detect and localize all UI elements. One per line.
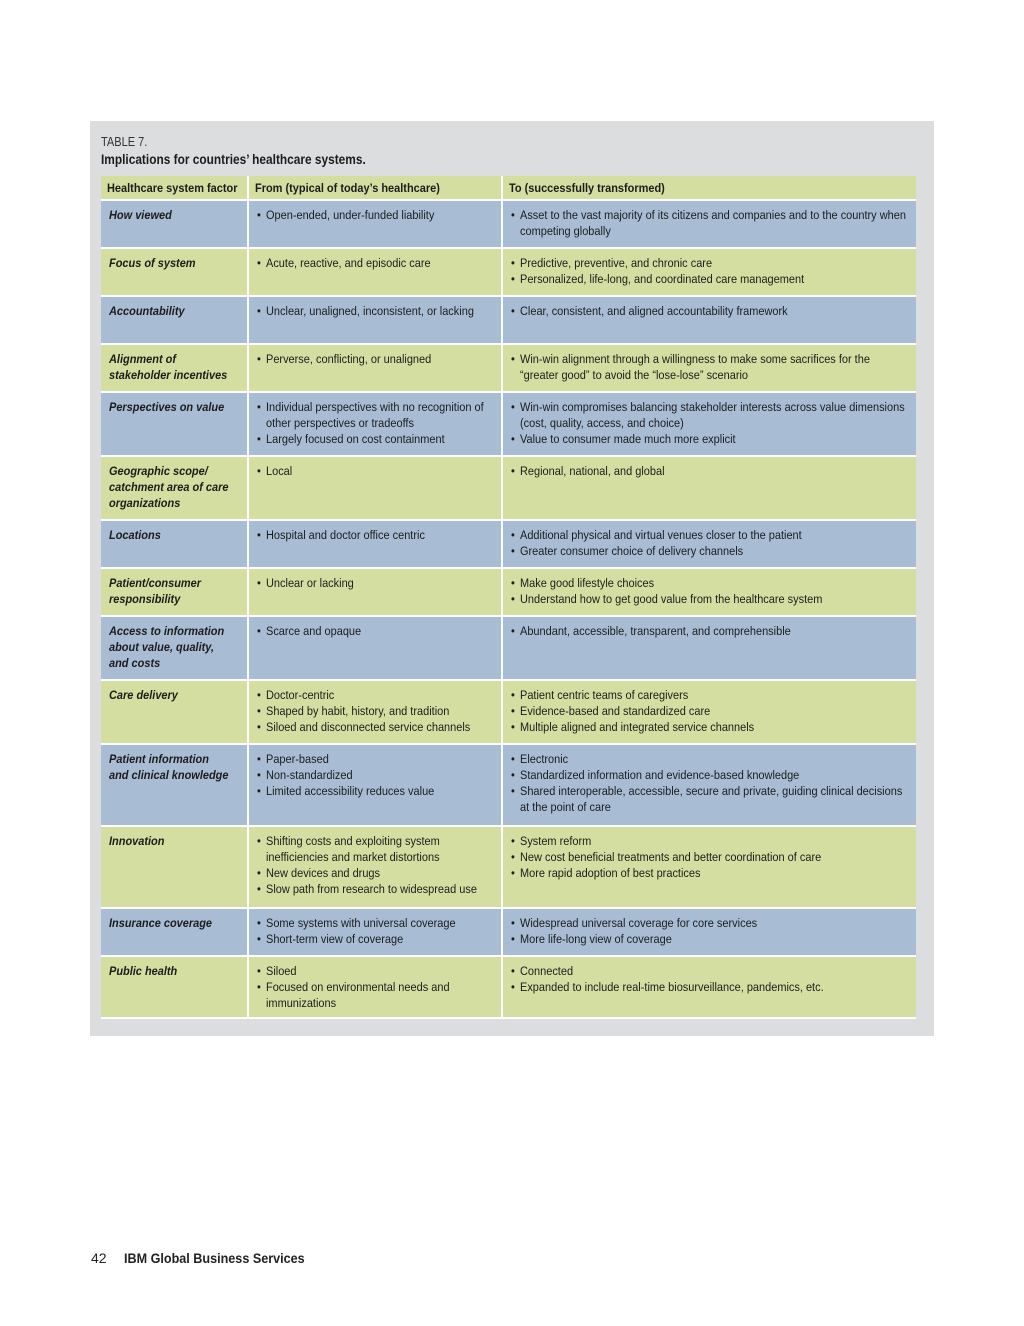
factor-line: organizations [109,496,181,510]
factor-line: Insurance coverage [109,916,213,930]
factor-cell [101,457,249,519]
bullet-item: • Shared interoperable, accessible, secure and private, guiding clinical decisions at the point of care [511,783,910,815]
factor-cell [101,569,249,615]
from-cell [249,745,503,825]
bullet-item: • Shifting costs and exploiting system inefficiencies and market distortions [257,833,495,865]
bullet-item: • Greater consumer choice of delivery channels [511,543,910,559]
table-row [101,249,916,297]
table-row [101,457,916,521]
table-header-row [101,176,916,201]
factor-line: Care delivery [109,688,178,702]
bullet-item: • Non-standardized [257,767,495,783]
to-cell [503,345,916,391]
from-cell [249,617,503,679]
from-cell [249,957,503,1017]
bullet-item: • New devices and drugs [257,865,495,881]
to-cell [503,617,916,679]
table-title: Implications for countries’ healthcare systems. [101,152,366,167]
bullet-item: • Standardized information and evidence-based knowledge [511,767,910,783]
from-cell [249,201,503,247]
factor-line: about value, quality, [109,640,215,654]
table-body [101,201,916,1019]
to-cell [503,827,916,907]
table-row [101,957,916,1019]
from-cell [249,457,503,519]
bullet-item: • Personalized, life-long, and coordinated care management [511,271,910,287]
factor-cell [101,681,249,743]
header-to: To (successfully transformed) [509,181,665,195]
factor-cell [101,617,249,679]
bullet-item: • Individual perspectives with no recognition of other perspectives or tradeoffs [257,399,495,431]
factor-line: Accountability [109,304,185,318]
factor-line: responsibility [109,592,181,606]
bullet-item: • Patient centric teams of caregivers [511,687,910,703]
factor-line: Access to information [109,624,225,638]
bullet-item: • Asset to the vast majority of its citizens and companies and to the country when competing globally [511,207,910,239]
factor-line: catchment area of care [109,480,229,494]
factor-line: and costs [109,656,161,670]
factor-line: Locations [109,528,161,542]
factor-cell [101,297,249,343]
bullet-item: • Widespread universal coverage for core services [511,915,910,931]
factor-line: Patient information [109,752,209,766]
bullet-item: • Siloed and disconnected service channels [257,719,495,735]
bullet-item: • More rapid adoption of best practices [511,865,910,881]
to-cell [503,909,916,955]
factor-cell [101,827,249,907]
factor-cell [101,909,249,955]
factor-line: Focus of system [109,256,196,270]
factor-cell [101,345,249,391]
table-row [101,909,916,957]
table-row [101,745,916,827]
bullet-item: • Regional, national, and global [511,463,910,479]
table-row [101,297,916,345]
bullet-item: • Clear, consistent, and aligned accountability framework [511,303,910,319]
bullet-item: • Slow path from research to widespread use [257,881,495,897]
bullet-item: • Doctor-centric [257,687,495,703]
bullet-item: • Some systems with universal coverage [257,915,495,931]
bullet-item: • Focused on environmental needs and immunizations [257,979,495,1011]
factor-cell [101,249,249,295]
to-cell [503,745,916,825]
header-factor: Healthcare system factor [101,176,249,199]
bullet-item: • Unclear or lacking [257,575,495,591]
table-row [101,521,916,569]
from-cell [249,569,503,615]
bullet-item: • Expanded to include real-time biosurveillance, pandemics, etc. [511,979,910,995]
header-from: From (typical of today’s healthcare) [249,176,503,199]
factor-line: Geographic scope/ [109,464,208,478]
table-row [101,617,916,681]
to-cell [503,457,916,519]
bullet-item: • Win-win alignment through a willingness to make some sacrifices for the “greater good” to avoid the “lose-lose” scenario [511,351,910,383]
bullet-item: • Win-win compromises balancing stakeholder interests across value dimensions (cost, quality, access, and choice) [511,399,910,431]
to-cell [503,681,916,743]
bullet-item: • Evidence-based and standardized care [511,703,910,719]
to-cell [503,569,916,615]
bullet-item: • Value to consumer made much more explicit [511,431,910,447]
bullet-item: • Predictive, preventive, and chronic care [511,255,910,271]
bullet-item: • Paper-based [257,751,495,767]
from-cell [249,345,503,391]
bullet-item: • Open-ended, under-funded liability [257,207,495,223]
bullet-item: • Understand how to get good value from the healthcare system [511,591,910,607]
factor-line: Perspectives on value [109,400,225,414]
factor-line: stakeholder incentives [109,368,228,382]
implications-table [101,176,916,1019]
bullet-item: • Electronic [511,751,910,767]
from-cell [249,393,503,455]
table-row [101,681,916,745]
table-row [101,345,916,393]
footer-publisher: IBM Global Business Services [124,1250,305,1266]
to-cell [503,957,916,1017]
bullet-item: • Perverse, conflicting, or unaligned [257,351,495,367]
table-label: TABLE 7. [101,135,148,149]
from-cell [249,909,503,955]
bullet-item: • New cost beneficial treatments and better coordination of care [511,849,910,865]
factor-line: Alignment of [109,352,177,366]
bullet-item: • Local [257,463,495,479]
factor-line: Innovation [109,834,165,848]
bullet-item: • Hospital and doctor office centric [257,527,495,543]
from-cell [249,521,503,567]
bullet-item: • More life-long view of coverage [511,931,910,947]
bullet-item: • Multiple aligned and integrated service channels [511,719,910,735]
bullet-item: • Connected [511,963,910,979]
table-row [101,569,916,617]
bullet-item: • Scarce and opaque [257,623,495,639]
factor-cell [101,957,249,1017]
to-cell [503,393,916,455]
factor-cell [101,521,249,567]
table-row [101,827,916,909]
bullet-item: • Acute, reactive, and episodic care [257,255,495,271]
to-cell [503,297,916,343]
bullet-item: • Limited accessibility reduces value [257,783,495,799]
bullet-item: • System reform [511,833,910,849]
from-cell [249,249,503,295]
factor-cell [101,745,249,825]
factor-cell [101,201,249,247]
bullet-item: • Unclear, unaligned, inconsistent, or lacking [257,303,495,319]
page-number: 42 [91,1250,107,1266]
bullet-item: • Shaped by habit, history, and tradition [257,703,495,719]
bullet-item: • Largely focused on cost containment [257,431,495,447]
factor-line: How viewed [109,208,172,222]
factor-cell [101,393,249,455]
bullet-item: • Additional physical and virtual venues closer to the patient [511,527,910,543]
to-cell [503,521,916,567]
from-cell [249,681,503,743]
factor-line: Patient/consumer [109,576,202,590]
bullet-item: • Abundant, accessible, transparent, and comprehensible [511,623,910,639]
from-cell [249,827,503,907]
table-row [101,201,916,249]
bullet-item: • Make good lifestyle choices [511,575,910,591]
to-cell [503,201,916,247]
table-row [101,393,916,457]
factor-line: and clinical knowledge [109,768,229,782]
from-cell [249,297,503,343]
bullet-item: • Siloed [257,963,495,979]
factor-line: Public health [109,964,178,978]
bullet-item: • Short-term view of coverage [257,931,495,947]
to-cell [503,249,916,295]
